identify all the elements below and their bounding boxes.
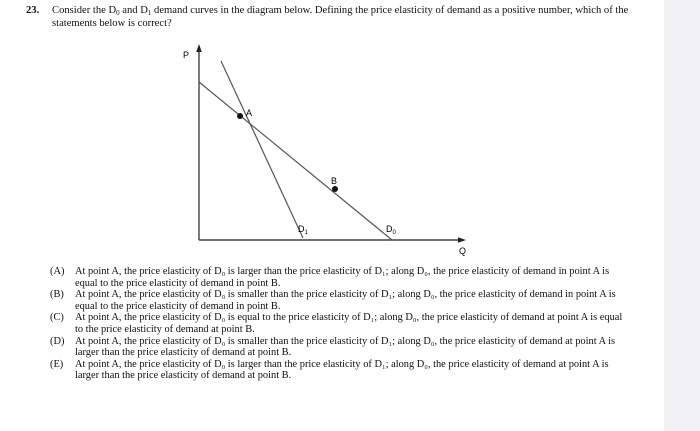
option-letter: (D) — [50, 335, 65, 347]
option-b[interactable] — [50, 289, 630, 312]
option-text: At point A, the price elasticity of D₀ is equal to the price elasticity of D₁; along D₀, the price elasticity of demand at point A is equal to the price elasticity of demand at point B. — [75, 312, 623, 335]
option-d[interactable] — [50, 336, 630, 359]
x-axis-label: Q — [459, 246, 467, 256]
option-text: At point A, the price elasticity of D₀ is smaller than the price elasticity of D₁; along D₀, the price elasticity of demand at point A is larger than the price elasticity of demand at point B. — [75, 335, 616, 359]
option-text: At point A, the price elasticity of D₀ is smaller than the price elasticity of D₁; along D₀, the price elasticity of demand in point A is equal to the price elasticity of demand in point B. — [75, 289, 616, 312]
point-b-label: B — [331, 176, 338, 186]
question-number: 23. — [26, 5, 40, 16]
point-a — [237, 113, 243, 119]
y-axis-arrow — [196, 44, 202, 52]
question-text-part: demand curves in the diagram below. Defining the price elasticity of demand as a positive number, which of the statements below is correct? — [52, 5, 629, 29]
subscript-0: 0 — [116, 9, 120, 17]
option-text: At point A, the price elasticity of D₀ is larger than the price elasticity of D₁; along D₀, the price elasticity of demand in point A is equal to the price elasticity of demand in point B. — [75, 266, 610, 289]
demand-curve-d1 — [221, 61, 303, 238]
curve-d0-label: $D_0$ — [386, 224, 396, 236]
option-letter: (A) — [50, 266, 65, 277]
question-text-part: and D — [119, 5, 148, 16]
subscript-1: 1 — [147, 9, 152, 17]
option-text: At point A, the price elasticity of D₀ is larger than the price elasticity of D₁; along D₀, the price elasticity of demand at point A is larger than the price elasticity of demand at point B. — [75, 358, 609, 382]
option-letter: (B) — [50, 289, 64, 301]
option-c[interactable] — [50, 312, 630, 335]
option-letter: (E) — [50, 358, 64, 370]
option-e[interactable] — [50, 359, 630, 382]
point-a-label: A — [246, 108, 253, 118]
question-text-part: Consider the D — [52, 5, 117, 16]
option-a[interactable] — [50, 266, 630, 289]
x-axis-arrow — [458, 237, 466, 243]
answer-options — [50, 266, 630, 382]
point-b — [332, 186, 338, 192]
demand-curve-d0 — [199, 82, 392, 240]
option-letter: (C) — [50, 312, 64, 324]
curve-d1-label: $D_1$ — [298, 224, 308, 236]
y-axis-label: P — [183, 50, 190, 60]
